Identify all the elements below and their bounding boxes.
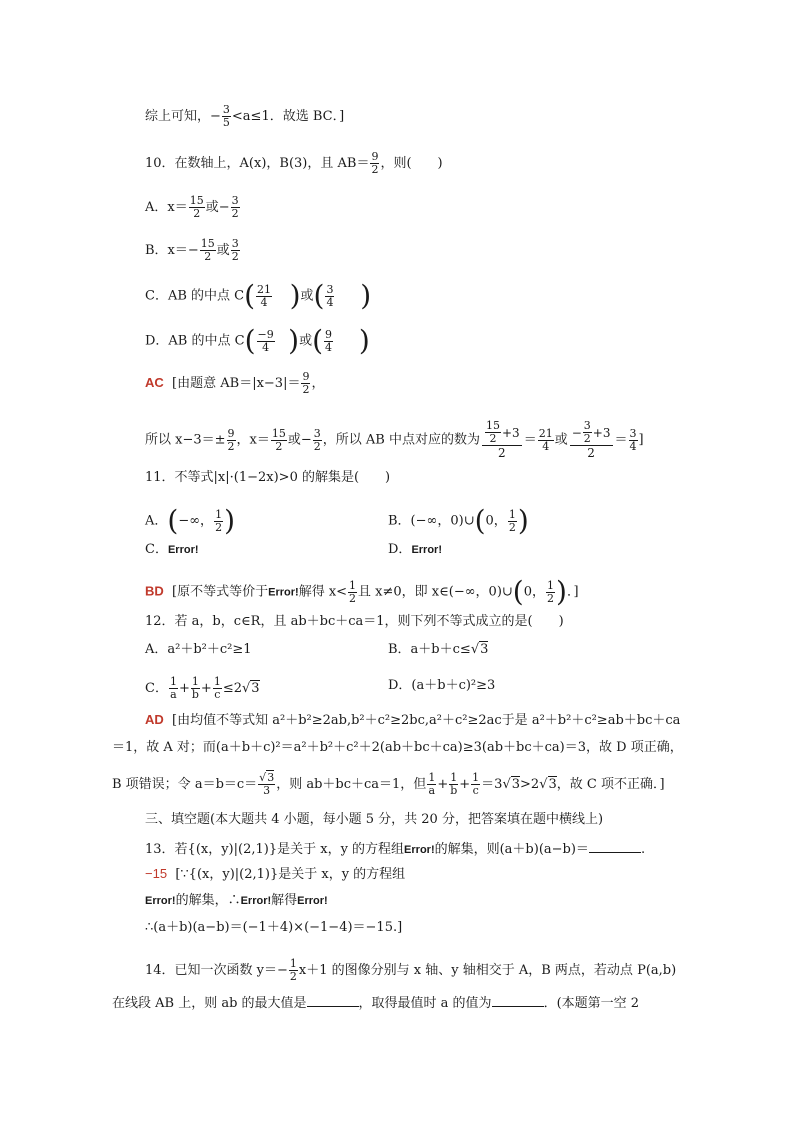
section-heading: 三、填空题(本大题共 4 小题，每小题 5 分，共 20 分，把答案填在题中横线上) <box>145 812 604 827</box>
option-11c: C．Error! <box>145 542 199 557</box>
answer-key: −15 <box>145 866 168 881</box>
option-10d: D．AB 的中点 C( $\frac{-9}{4}$ )或( $\frac{9}{4}$ ) <box>145 324 370 357</box>
text: <a≤1．故选 BC．] <box>231 109 345 124</box>
question-12: 12．若 a，b，c∈R，且 ab＋bc＋ca＝1，则下列不等式成立的是( ) <box>145 614 564 629</box>
answer-12-line3: B 项错误；令 a＝b＝c＝ $\frac{√3}{3}$ ，则 ab＋bc＋ca＝1，但 $\frac{1}{a}$ + $\frac{1}{b}$ + $\frac{1}{c}$ ＝3√3>2√3，故 C 项不正确．] <box>112 771 665 797</box>
answer-10-detail: 所以 x−3＝± $\frac{9}{2}$ ，x＝ $\frac{15}{2}$ 或− $\frac{3}{2}$ ，所以 AB 中点对应的数为 $\frac{15}{2}$ +3 2 ＝ $\frac{21}{4}$ 或 − $\frac{3}{2}$ +3 2 ＝ $\frac{3}{4}$ ] <box>145 419 644 460</box>
answer-13-line3: ∴(a＋b)(a−b)＝(−1＋4)×(−1−4)＝−15.] <box>145 920 403 935</box>
question-13: 13．若{(x，y)|(2,1)}是关于 x，y 的方程组Error!的解集，则(a＋b)(a−b)＝ . <box>145 842 646 857</box>
answer-blank[interactable] <box>492 994 544 1007</box>
option-12a: A．a²＋b²＋c²≥1 <box>145 642 252 657</box>
answer-key: AC <box>145 375 164 390</box>
question-10: 10．在数轴上，A(x)，B(3)，且 AB＝ $\frac{9}{2}$ ，则( ) <box>145 150 443 176</box>
fraction: $\frac{9}{2}$ <box>371 150 379 176</box>
fraction: $\frac{3}{5}$ <box>222 103 230 129</box>
answer-13-line2: Error!的解集，∴Error!解得Error! <box>145 893 328 908</box>
option-10c: C．AB 的中点 C( $\frac{21}{4}$ )或( $\frac{3}{4}$ ) <box>145 279 372 312</box>
answer-11: BD [原不等式等价于Error!解得 x< $\frac{1}{2}$ 且 x≠0，即 x∈(−∞，0)∪(0， $\frac{1}{2}$ )．] <box>145 575 579 608</box>
text: 综上可知，− <box>145 109 221 124</box>
answer-blank[interactable] <box>589 840 641 853</box>
option-12c: C． $\frac{1}{a}$ + $\frac{1}{b}$ + $\frac{1}{c}$ ≤2√3 <box>145 675 260 701</box>
answer-12-line2: ＝1，故 A 对；而(a＋b＋c)²＝a²＋b²＋c²＋2(ab＋bc＋ca)≥3(ab＋bc＋ca)＝3，故 D 项正确， <box>112 740 683 755</box>
answer-key: BD <box>145 583 164 599</box>
option-11b: B．(−∞，0)∪(0， $\frac{1}{2}$ ) <box>388 504 529 537</box>
answer-blank[interactable] <box>307 994 359 1007</box>
answer-13: −15 [∵{(x，y)|(2,1)}是关于 x，y 的方程组 <box>145 866 406 882</box>
option-11a: A．(−∞， $\frac{1}{2}$ ) <box>145 504 235 537</box>
option-10b: B．x＝− $\frac{15}{2}$ 或 $\frac{3}{2}$ <box>145 237 239 263</box>
option-10a: A．x＝ $\frac{15}{2}$ 或− $\frac{3}{2}$ <box>145 194 239 220</box>
question-11: 11．不等式|x|·(1−2x)>0 的解集是( ) <box>145 470 391 485</box>
answer-12: AD [由均值不等式知 a²＋b²≥2ab,b²＋c²≥2bc,a²＋c²≥2ac于是 a²＋b²＋c²≥ab＋bc＋ca <box>145 712 681 728</box>
conclusion-line <box>145 104 344 129</box>
option-12d: D．(a＋b＋c)²≥3 <box>388 678 496 693</box>
option-12b: B．a＋b＋c≤√3 <box>388 642 489 657</box>
answer-key: AD <box>145 712 164 727</box>
option-11d: D．Error! <box>388 542 442 557</box>
answer-10: AC [由题意 AB＝|x−3|＝ $\frac{9}{2}$ ， <box>145 370 325 396</box>
compound-fraction: $\frac{15}{2}$ +3 2 <box>482 420 522 460</box>
question-14-line2: 在线段 AB 上，则 ab 的最大值是 ，取得最值时 a 的值为 ．(本题第一空 2 <box>112 996 640 1011</box>
question-14: 14．已知一次函数 y＝− $\frac{1}{2}$ x＋1 的图像分别与 x 轴、y 轴相交于 A，B 两点，若动点 P(a,b) <box>145 957 677 983</box>
